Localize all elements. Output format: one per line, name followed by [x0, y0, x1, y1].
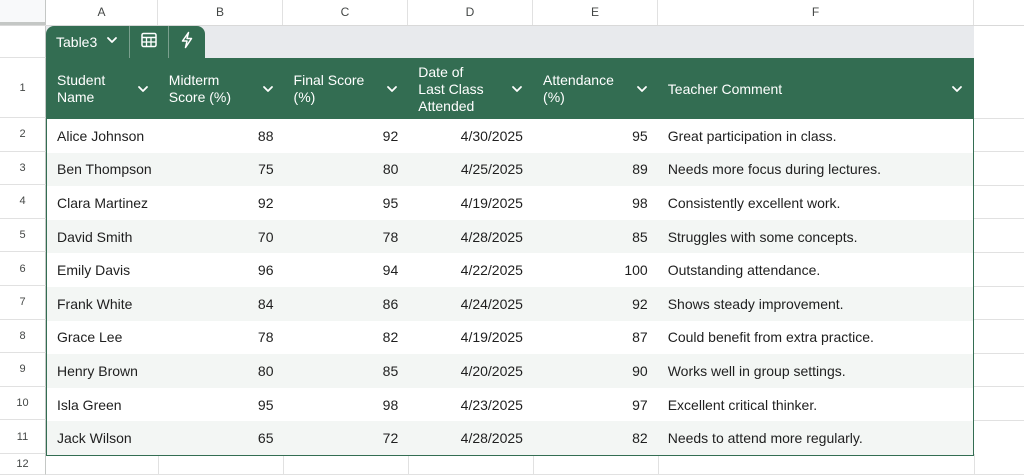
cell-attendance[interactable]: 85	[632, 228, 648, 245]
column-header-strip	[0, 0, 1024, 26]
gridline	[974, 118, 1024, 119]
table-row	[47, 220, 973, 254]
cell-midterm-score[interactable]: 84	[257, 295, 274, 312]
row-header-1[interactable]: 1	[0, 58, 46, 118]
cell-teacher-comment[interactable]: Could benefit from extra practice.	[667, 329, 874, 346]
row-header-8[interactable]: 8	[0, 320, 46, 354]
cell-midterm-score[interactable]: 70	[257, 228, 274, 245]
cell-midterm-score[interactable]: 88	[257, 127, 274, 144]
table-grid-icon	[140, 31, 158, 54]
chevron-down-icon[interactable]	[949, 81, 965, 97]
cell-last-class-date[interactable]: 4/25/2025	[460, 161, 524, 178]
cell-teacher-comment[interactable]: Needs to attend more regularly.	[667, 430, 863, 447]
table-name-menu[interactable]	[46, 26, 130, 58]
table-tab	[46, 26, 205, 58]
row-header-10[interactable]: 10	[0, 387, 46, 421]
row-header-6[interactable]: 6	[0, 252, 46, 286]
row-header-5[interactable]: 5	[0, 219, 46, 253]
table-name: Table3	[56, 34, 98, 50]
row-header-2[interactable]: 2	[0, 118, 46, 152]
gridline	[658, 454, 659, 475]
header-label: Attendance (%)	[543, 72, 614, 105]
cell-last-class-date[interactable]: 4/23/2025	[460, 396, 523, 413]
table-header-row	[47, 59, 973, 119]
header-label: Teacher Comment	[667, 80, 783, 97]
select-all-corner[interactable]	[0, 0, 46, 25]
cell-last-class-date[interactable]: 4/22/2025	[460, 262, 523, 279]
gridline	[974, 218, 1024, 219]
cell-student-name[interactable]: Isla Green	[57, 396, 122, 413]
cell-last-class-date[interactable]: 4/19/2025	[460, 329, 523, 346]
cell-attendance[interactable]: 82	[632, 430, 648, 447]
table-row	[47, 388, 973, 422]
column-header-b[interactable]: B	[158, 0, 283, 25]
cell-final-score[interactable]: 92	[382, 127, 399, 144]
column-header-d[interactable]: D	[408, 0, 533, 25]
cell-teacher-comment[interactable]: Consistently excellent work.	[667, 194, 841, 211]
row-header-3[interactable]: 3	[0, 152, 46, 186]
cell-final-score[interactable]: 94	[382, 262, 399, 279]
cell-student-name[interactable]: Grace Lee	[57, 329, 123, 346]
cell-final-score[interactable]: 98	[382, 396, 399, 413]
cell-midterm-score[interactable]: 95	[257, 396, 274, 413]
column-header-f[interactable]: F	[658, 0, 974, 25]
header-label: Date of Last Class Attended	[418, 63, 484, 114]
gridline	[974, 252, 1024, 253]
row-header-11[interactable]: 11	[0, 420, 46, 454]
cell-attendance[interactable]: 89	[632, 161, 648, 178]
lightning-icon	[179, 31, 195, 54]
cell-student-name[interactable]: Frank White	[57, 295, 133, 312]
cell-attendance[interactable]: 95	[632, 127, 648, 144]
gridline	[283, 454, 284, 475]
cell-attendance[interactable]: 87	[632, 329, 648, 346]
cell-teacher-comment[interactable]: Needs more focus during lectures.	[667, 161, 882, 178]
cell-final-score[interactable]: 78	[382, 228, 399, 245]
smart-action-button[interactable]	[169, 26, 205, 58]
cell-student-name[interactable]: David Smith	[57, 228, 133, 245]
table-row	[47, 321, 973, 355]
cell-final-score[interactable]: 72	[382, 430, 399, 447]
chevron-down-icon[interactable]	[384, 81, 400, 97]
cell-attendance[interactable]: 100	[624, 262, 648, 279]
cell-last-class-date[interactable]: 4/24/2025	[460, 295, 523, 312]
gridline	[974, 286, 1024, 287]
cell-last-class-date[interactable]: 4/30/2025	[460, 127, 523, 144]
gridline	[974, 151, 1024, 152]
column-header-c[interactable]: C	[283, 0, 408, 25]
table-row	[47, 287, 973, 321]
cell-student-name[interactable]: Emily Davis	[57, 262, 131, 279]
cell-midterm-score[interactable]: 75	[258, 161, 274, 178]
cell-last-class-date[interactable]: 4/28/2025	[460, 228, 523, 245]
cell-final-score[interactable]: 82	[382, 329, 399, 346]
cell-final-score[interactable]: 86	[382, 295, 399, 312]
chevron-down-icon[interactable]	[634, 81, 650, 97]
header-label: Final Score (%)	[293, 72, 365, 105]
column-header-a[interactable]: A	[46, 0, 158, 25]
row-header-7[interactable]: 7	[0, 286, 46, 320]
table-row	[47, 119, 973, 153]
cell-midterm-score[interactable]: 80	[257, 362, 274, 379]
cell-attendance[interactable]: 90	[632, 362, 648, 379]
gridline	[408, 454, 409, 475]
cell-midterm-score[interactable]: 96	[257, 262, 274, 279]
table-row	[47, 253, 973, 287]
cell-attendance[interactable]: 97	[632, 396, 648, 413]
table-row	[47, 421, 973, 455]
chevron-down-icon[interactable]	[260, 81, 276, 97]
header-cell-midterm-score[interactable]	[159, 59, 284, 119]
cell-attendance[interactable]: 92	[632, 295, 648, 312]
row-header-9[interactable]: 9	[0, 353, 46, 387]
table-row	[47, 186, 973, 220]
gridline	[533, 454, 534, 475]
cell-teacher-comment[interactable]: Outstanding attendance.	[667, 262, 821, 279]
cell-final-score[interactable]: 95	[382, 194, 399, 211]
cell-teacher-comment[interactable]: Struggles with some concepts.	[667, 228, 858, 245]
gridline	[974, 420, 1024, 421]
chevron-down-icon[interactable]	[509, 81, 525, 97]
row-header-12[interactable]: 12	[0, 454, 46, 475]
table-row	[47, 153, 973, 187]
cell-midterm-score[interactable]: 92	[257, 194, 274, 211]
table-row	[47, 354, 973, 388]
header-cell-student-name[interactable]	[47, 59, 159, 119]
gridline	[974, 454, 975, 475]
cell-attendance[interactable]: 98	[632, 194, 648, 211]
cell-last-class-date[interactable]: 4/28/2025	[460, 430, 523, 447]
header-cell-last-class-date[interactable]	[408, 59, 533, 119]
gridline	[974, 185, 1024, 186]
cell-teacher-comment[interactable]: Great participation in class.	[667, 127, 837, 144]
cell-last-class-date[interactable]: 4/20/2025	[460, 362, 523, 379]
gridline	[974, 319, 1024, 320]
header-cell-attendance[interactable]	[533, 59, 658, 119]
row-header-4[interactable]: 4	[0, 185, 46, 219]
cell-student-name[interactable]: Henry Brown	[57, 362, 138, 379]
cell-final-score[interactable]: 85	[382, 362, 399, 379]
cell-midterm-score[interactable]: 65	[257, 430, 274, 447]
gridline	[974, 386, 1024, 387]
gridline	[158, 454, 159, 475]
header-label: Student Name	[57, 72, 106, 105]
row-header-table-bar[interactable]	[0, 26, 46, 58]
table-body	[47, 119, 973, 455]
gridline	[974, 353, 1024, 354]
cell-student-name[interactable]: Jack Wilson	[57, 430, 132, 447]
cell-student-name[interactable]: Ben Thompson	[57, 161, 152, 178]
chevron-down-icon	[105, 33, 119, 52]
header-cell-final-score[interactable]	[284, 59, 409, 119]
data-table	[46, 58, 974, 456]
cell-teacher-comment[interactable]: Excellent critical thinker.	[667, 396, 818, 413]
header-cell-teacher-comment[interactable]	[658, 59, 973, 119]
cell-teacher-comment[interactable]: Shows steady improvement.	[667, 295, 844, 312]
cell-student-name[interactable]: Alice Johnson	[57, 127, 145, 144]
cell-teacher-comment[interactable]: Works well in group settings.	[667, 362, 846, 379]
column-header-e[interactable]: E	[533, 0, 658, 25]
chevron-down-icon[interactable]	[135, 81, 151, 97]
cell-last-class-date[interactable]: 4/19/2025	[460, 194, 523, 211]
cell-final-score[interactable]: 80	[382, 161, 399, 178]
cell-midterm-score[interactable]: 78	[257, 329, 274, 346]
table-view-button[interactable]	[130, 26, 169, 58]
cell-student-name[interactable]: Clara Martinez	[57, 194, 149, 211]
header-label: Midterm Score (%)	[168, 72, 232, 105]
